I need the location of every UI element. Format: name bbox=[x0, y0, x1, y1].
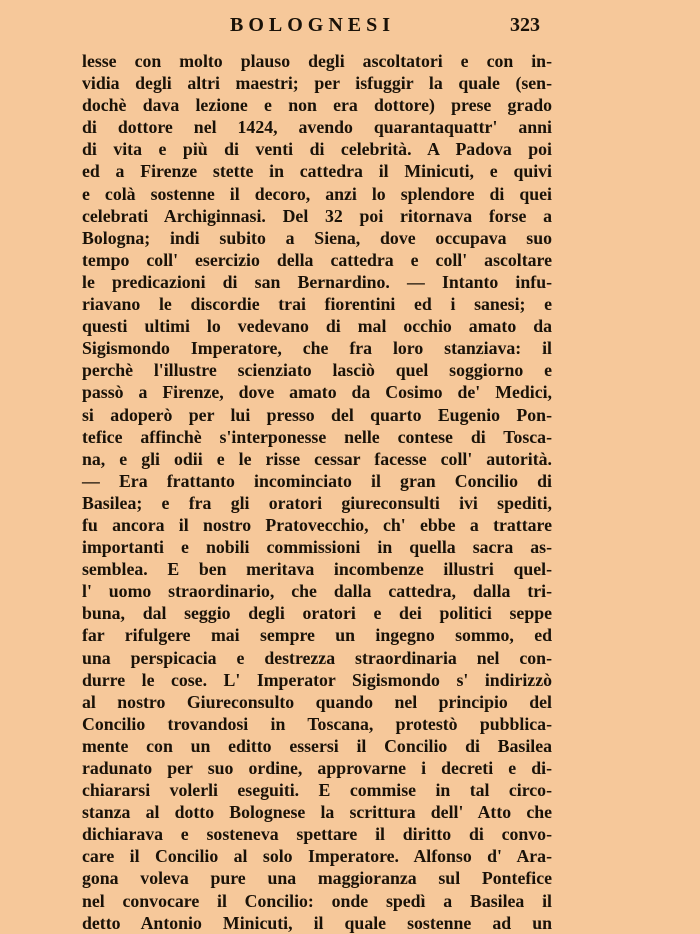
text-line: dichiarava e sosteneva spettare il diritto di convo- bbox=[82, 824, 552, 845]
text-line: di dottore nel 1424, avendo quarantaquattr' anni bbox=[82, 117, 552, 138]
text-line: stanza al dotto Bolognese la scrittura dell' Atto che bbox=[82, 802, 552, 823]
text-line: al nostro Giureconsulto quando nel principio del bbox=[82, 691, 552, 712]
text-line: mente con un editto essersi il Concilio di Basilea bbox=[82, 735, 552, 756]
text-line: ed a Firenze stette in cattedra il Minicuti, e quivi bbox=[82, 161, 552, 182]
text-line: semblea. E ben meritava incombenze illustri quel- bbox=[82, 559, 552, 580]
text-line: Concilio trovandosi in Toscana, protestò pubblica- bbox=[82, 713, 552, 734]
text-line: l' uomo straordinario, che dalla cattedra, dalla tri- bbox=[82, 581, 552, 602]
text-line: chiararsi volerli eseguiti. E commise in tal circo- bbox=[82, 780, 552, 801]
text-line: questi ultimi lo vedevano di mal occhio amato da bbox=[82, 316, 552, 337]
text-line: tefice affinchè s'interponesse nelle contese di Tosca- bbox=[82, 426, 552, 447]
text-line: di vita e più di venti di celebrità. A Padova poi bbox=[82, 139, 552, 160]
text-line: importanti e nobili commissioni in quella sacra as- bbox=[82, 537, 552, 558]
text-line: perchè l'illustre scienziato lasciò quel soggiorno e bbox=[82, 360, 552, 381]
text-line: far rifulgere mai sempre un ingegno sommo, ed bbox=[82, 625, 552, 646]
text-line: na, e gli odii e le risse cessar facesse coll' autorità. bbox=[82, 448, 552, 469]
text-line: Basilea; e fra gli oratori giureconsulti ivi spediti, bbox=[82, 492, 552, 513]
text-line: Bologna; indi subito a Siena, dove occupava suo bbox=[82, 227, 552, 248]
text-line: riavano le discordie trai fiorentini ed i sanesi; e bbox=[82, 294, 552, 315]
text-line: nel convocare il Concilio: onde spedì a Basilea il bbox=[82, 890, 552, 911]
text-line: Sigismondo Imperatore, che fra loro stanziava: il bbox=[82, 338, 552, 359]
text-line: fu ancora il nostro Pratovecchio, ch' ebbe a trattare bbox=[82, 514, 552, 535]
text-line: passò a Firenze, dove amato da Cosimo de' Medici, bbox=[82, 382, 552, 403]
page-number: 323 bbox=[510, 14, 540, 36]
running-head bbox=[82, 12, 552, 42]
text-line: lesse con molto plauso degli ascoltatori e con in- bbox=[82, 51, 552, 71]
text-line: care il Concilio al solo Imperatore. Alfonso d' Ara- bbox=[82, 846, 552, 867]
text-line: una perspicacia e destrezza straordinaria nel con- bbox=[82, 647, 552, 668]
body-text bbox=[82, 50, 552, 934]
text-line: radunato per suo ordine, approvarne i decreti e di- bbox=[82, 758, 552, 778]
text-line: gona voleva pure una maggioranza sul Pontefice bbox=[82, 868, 552, 889]
running-title: BOLOGNESI bbox=[230, 14, 396, 36]
text-line: durre le cose. L' Imperator Sigismondo s' indirizzò bbox=[82, 669, 552, 690]
text-line: le predicazioni di san Bernardino. — Intanto infu- bbox=[82, 271, 552, 292]
text-line: si adoperò per lui presso del quarto Eugenio Pon- bbox=[82, 404, 552, 425]
text-line: tempo coll' esercizio della cattedra e coll' ascoltare bbox=[82, 249, 552, 270]
text-line: vidia degli altri maestri; per isfuggir la quale (sen- bbox=[82, 73, 552, 94]
text-line: — Era frattanto incominciato il gran Concilio di bbox=[82, 470, 552, 491]
text-line: dochè dava lezione e non era dottore) prese grado bbox=[82, 95, 552, 116]
text-line: detto Antonio Minicuti, il quale sostenne ad un bbox=[82, 912, 552, 933]
text-line: e colà sostenne il decoro, anzi lo splendore di quei bbox=[82, 183, 552, 204]
text-line: celebrati Archiginnasi. Del 32 poi ritornava forse a bbox=[82, 205, 552, 226]
text-line: buna, dal seggio degli oratori e dei politici seppe bbox=[82, 603, 552, 624]
